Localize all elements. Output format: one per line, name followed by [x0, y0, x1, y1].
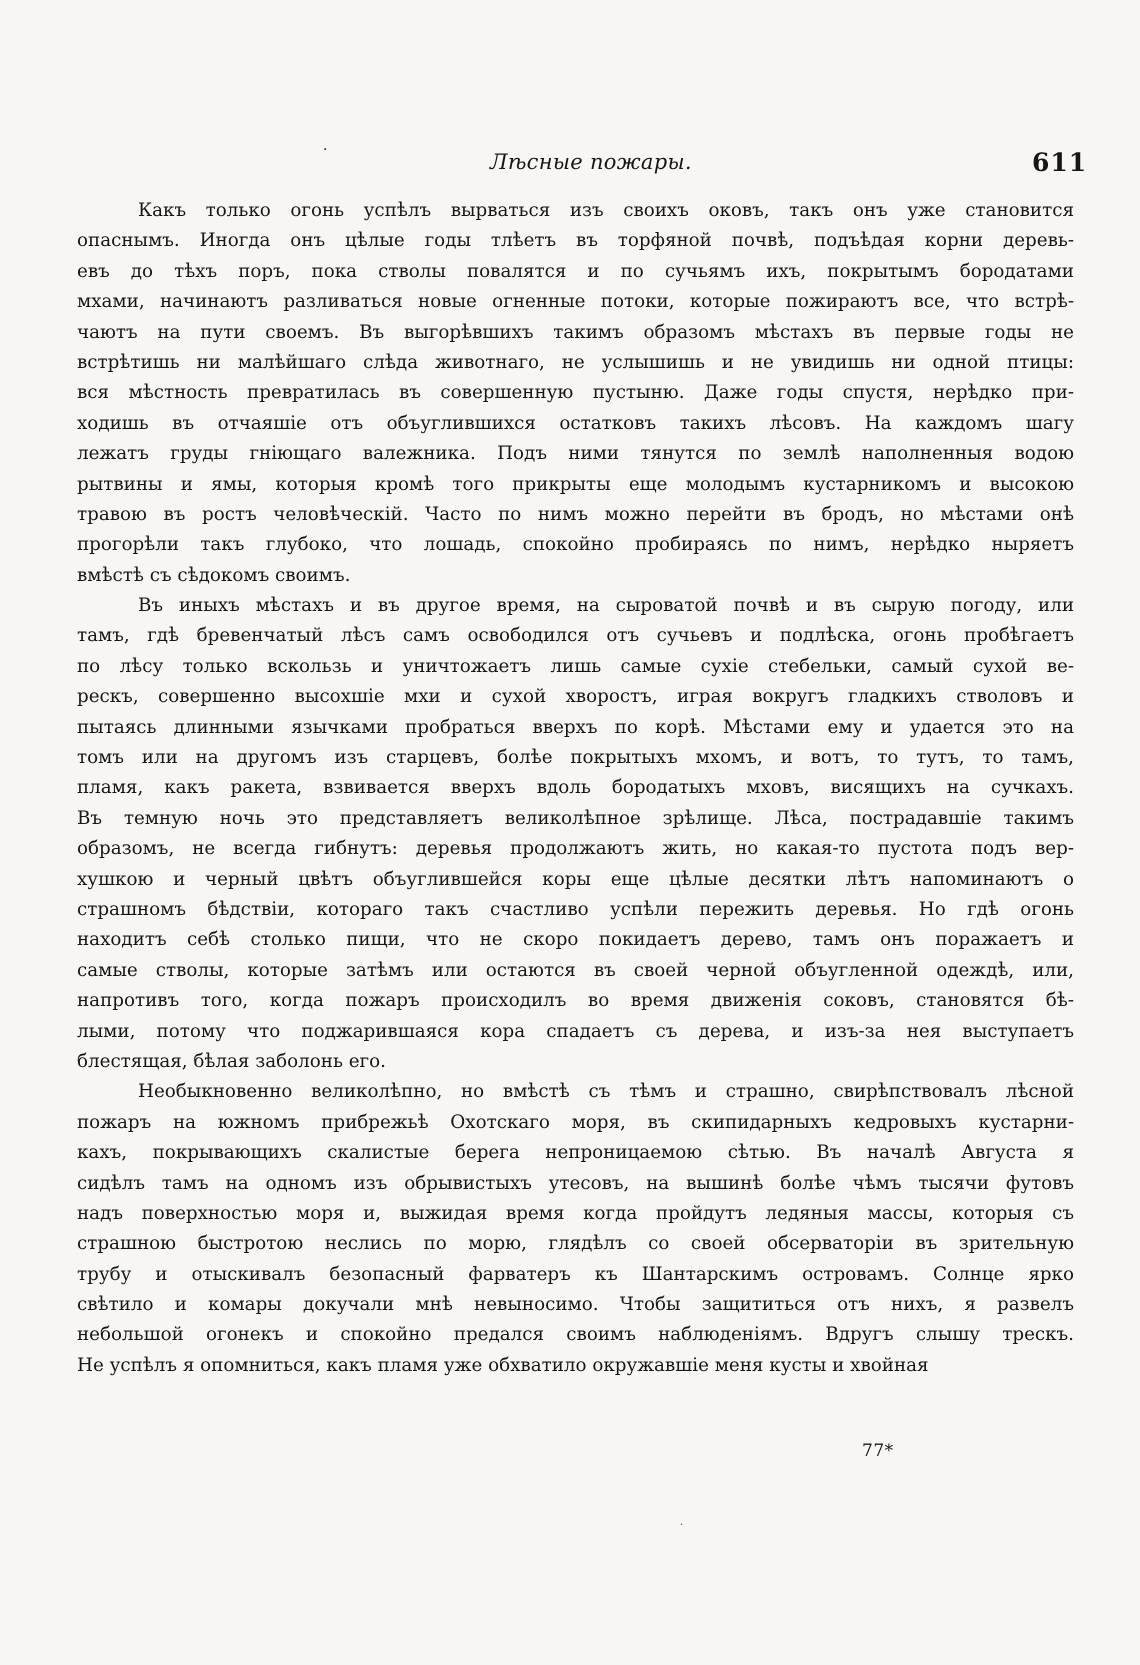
text-line: мхами, начинаютъ разливаться новые огненные потоки, которые пожираютъ все, что встрѣ-: [77, 291, 1074, 313]
text-line: страшномъ бѣдствіи, котораго такъ счастливо успѣли пережить деревья. Но гдѣ огонь: [77, 898, 1074, 920]
paragraph: [77, 591, 1074, 1077]
text-line: страшною быстротою неслись по морю, глядѣлъ со своей обсерваторіи въ зрительную: [77, 1233, 1074, 1255]
running-title: Лѣсные пожары.: [490, 150, 692, 174]
text-line: трубу и отыскивалъ безопасный фарватеръ къ Шантарскимъ островамъ. Солнце ярко: [77, 1263, 1074, 1285]
text-line: Не успѣлъ я опомниться, какъ пламя уже обхватило окружавшіе меня кусты и хвойная: [77, 1354, 929, 1376]
text-block: [77, 196, 1074, 1381]
text-line: хушкою и черный цвѣтъ объуглившейся коры еще цѣлые десятки лѣтъ напоминаютъ о: [77, 868, 1074, 890]
signature-mark: 77*: [862, 1441, 894, 1461]
text-line: небольшой огонекъ и спокойно предался своимъ наблюденіямъ. Вдругъ слышу трескъ.: [77, 1324, 1074, 1346]
text-line: находитъ себѣ столько пищи, что не скоро покидаетъ дерево, тамъ онъ поражаетъ и: [77, 929, 1074, 951]
text-line: сидѣлъ тамъ на одномъ изъ обрывистыхъ утесовъ, на вышинѣ болѣе чѣмъ тысячи футовъ: [77, 1172, 1074, 1194]
text-line: Въ темную ночь это представляетъ великолѣпное зрѣлище. Лѣса, пострадавшіе такимъ: [77, 807, 1074, 829]
text-line: Необыкновенно великолѣпно, но вмѣстѣ съ тѣмъ и страшно, свирѣпствовалъ лѣсной: [138, 1081, 1074, 1103]
text-line: надъ поверхностью моря и, выжидая время когда пройдутъ ледяныя массы, которыя съ: [77, 1202, 1074, 1224]
text-line: евъ до тѣхъ поръ, пока стволы повалятся и по сучьямъ ихъ, покрытымъ бородатами: [77, 260, 1074, 282]
text-line: пламя, какъ ракета, взвивается вверхъ вдоль бородатыхъ мховъ, висящихъ на сучкахъ.: [77, 777, 1074, 799]
text-line: рытвины и ямы, которыя кромѣ того прикрыты еще молодымъ кустарникомъ и высокою: [77, 473, 1074, 495]
text-line: ходишь въ отчаяшіе отъ объуглившихся остатковъ такихъ лѣсовъ. На каждомъ шагу: [77, 412, 1074, 434]
text-line: блестящая, бѣлая заболонь его.: [77, 1050, 386, 1072]
running-head: [0, 150, 1140, 182]
text-line: прогорѣли такъ глубоко, что лошадь, спокойно пробираясь по нимъ, нерѣдко ныряетъ: [77, 534, 1074, 556]
text-line: рескъ, совершенно высохшіе мхи и сухой хворостъ, играя вокругъ гладкихъ стволовъ и: [77, 686, 1074, 708]
text-line: Въ иныхъ мѣстахъ и въ другое время, на сыроватой почвѣ и въ сырую погоду, или: [138, 595, 1074, 617]
text-line: вся мѣстность превратилась въ совершенную пустыню. Даже годы спустя, нерѣдко при-: [77, 382, 1074, 404]
bottom-mark: ·: [680, 1520, 684, 1531]
text-line: тамъ, гдѣ бревенчатый лѣсъ самъ освободился отъ сучьевъ и подлѣска, огонь пробѣгаетъ: [77, 625, 1074, 647]
text-line: вмѣстѣ съ сѣдокомъ своимъ.: [77, 564, 351, 586]
text-line: по лѣсу только вскользь и уничтожаетъ лишь самые сухіе стебельки, самый сухой ве-: [77, 655, 1074, 677]
paragraph: [77, 1077, 1074, 1381]
text-line: встрѣтишь ни малѣйшаго слѣда животнаго, не услышишь и не увидишь ни одной птицы:: [77, 351, 1074, 373]
text-line: томъ или на другомъ изъ старцевъ, болѣе покрытыхъ мхомъ, и вотъ, то тутъ, то тамъ,: [77, 747, 1074, 769]
text-line: опаснымъ. Иногда онъ цѣлые годы тлѣетъ въ торфяной почвѣ, подъѣдая корни деревь-: [77, 230, 1074, 252]
page-number: 611: [1032, 148, 1088, 177]
paragraph: [77, 196, 1074, 591]
text-line: пожаръ на южномъ прибрежьѣ Охотскаго моря, въ скипидарныхъ кедровыхъ кустарни-: [77, 1111, 1074, 1133]
text-line: свѣтило и комары докучали мнѣ невыносимо. Чтобы защититься отъ нихъ, я развелъ: [77, 1294, 1074, 1316]
text-line: пытаясь длинными язычками пробраться вверхъ по корѣ. Мѣстами ему и удается это на: [77, 716, 1074, 738]
text-line: напротивъ того, когда пожаръ происходилъ во время движенія соковъ, становятся бѣ-: [77, 990, 1074, 1012]
text-line: Какъ только огонь успѣлъ вырваться изъ своихъ оковъ, такъ онъ уже становится: [138, 200, 1074, 221]
text-line: чаютъ на пути своемъ. Въ выгорѣвшихъ такимъ образомъ мѣстахъ въ первые годы не: [77, 321, 1074, 343]
text-line: образомъ, не всегда гибнутъ: деревья продолжаютъ жить, но какая-то пустота подъ вер-: [77, 838, 1074, 860]
text-line: травою въ ростъ человѣческій. Часто по нимъ можно перейти въ бродъ, но мѣстами онѣ: [77, 503, 1074, 525]
text-line: самые стволы, которые затѣмъ или остаются въ своей черной объугленной одеждѣ, или,: [77, 959, 1074, 981]
text-line: кахъ, покрывающихъ скалистые берега непроницаемою сѣтью. Въ началѣ Августа я: [77, 1142, 1074, 1164]
text-line: лежатъ груды гніющаго валежника. Подъ ними тянутся по землѣ наполненныя водою: [77, 443, 1074, 465]
text-line: лыми, потому что поджарившаяся кора спадаетъ съ дерева, и изъ-за нея выступаетъ: [77, 1020, 1074, 1042]
stray-mark: ·: [323, 142, 328, 158]
